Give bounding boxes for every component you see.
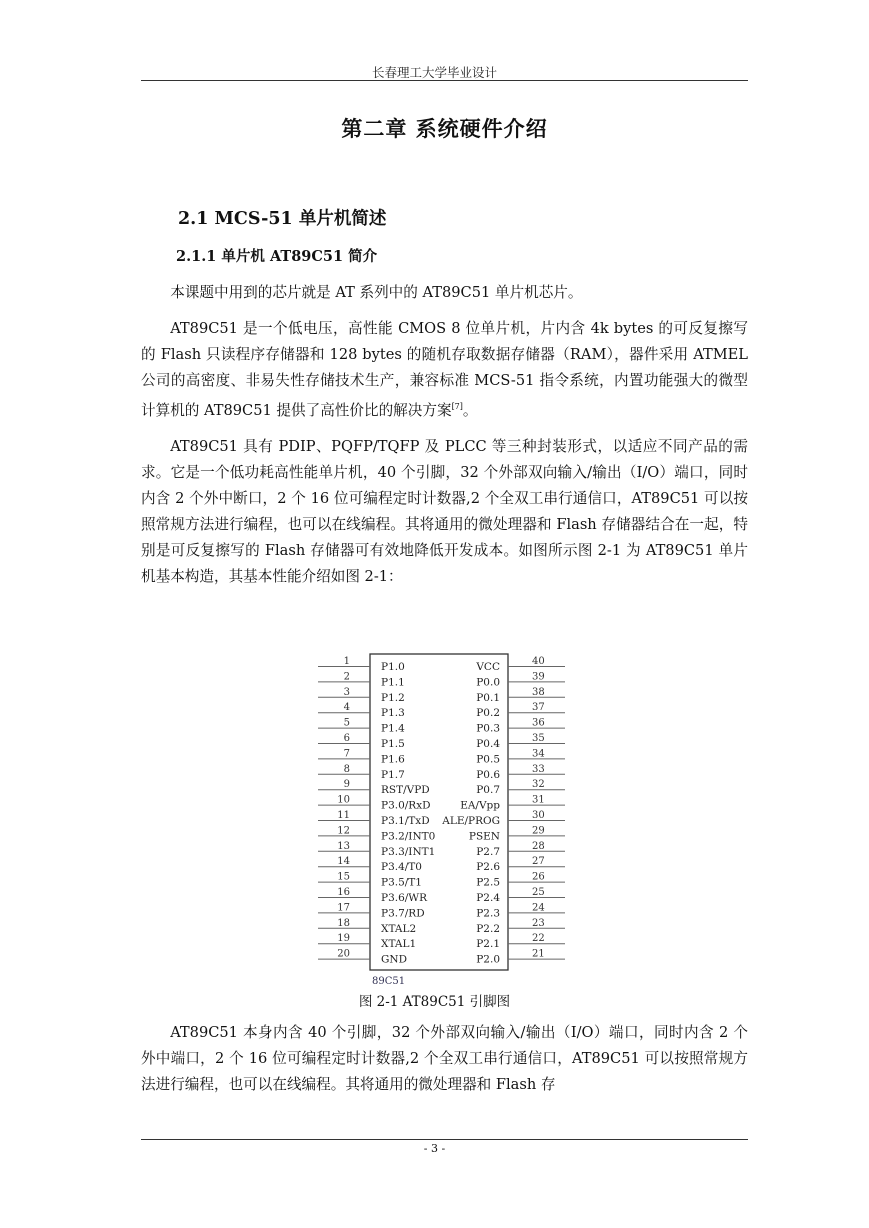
pin-name: P0.2 xyxy=(476,707,500,720)
pin-name: RST/VPD xyxy=(381,784,430,797)
pin-number: 8 xyxy=(343,763,350,775)
paragraph-3-text: AT89C51 具有 PDIP、PQFP/TQFP 及 PLCC 等三种封装形式，以适应不同产品的需求。它是一个低功耗高性能单片机，40 个引脚，32 个外部双向输入/输出（I/O）端口，同时内含 2 个外中断口，2 个 16 位可编程定时计数器,2 个全双工串行通信口，AT89C51 可以按照常规方法进行编程，也可以在线编程。其将通用的微处理器和 Flash 存储器结合在一起，特别是可反复擦写的 Flash 存储器可有效地降低开发成本。如图所示图 2-1 为 AT89C51 单片机基本构造，其基本性能介绍如图 2-1： xyxy=(141,438,748,585)
paragraph-3 xyxy=(141,434,748,590)
chapter-title: 第二章 系统硬件介绍 xyxy=(341,117,548,141)
pin-name: P3.1/TxD xyxy=(381,815,430,827)
paragraph-4-text: AT89C51 本身内含 40 个引脚，32 个外部双向输入/输出（I/O）端口，同时内含 2 个外中端口，2 个 16 位可编程定时计数器,2 个全双工串行通信口，AT89C51 可以按照常规方法进行编程，也可以在线编程。其将通用的微处理器和 Flash 存 xyxy=(141,1024,748,1093)
pin-name: XTAL2 xyxy=(381,922,417,935)
pin-name: P0.7 xyxy=(476,784,500,797)
pin-number: 1 xyxy=(343,656,350,667)
pin-number: 31 xyxy=(532,794,545,806)
pin-number: 22 xyxy=(532,933,545,945)
pin-number: 10 xyxy=(337,794,350,806)
pin-name: P2.4 xyxy=(476,892,500,904)
pin-number: 5 xyxy=(343,717,350,729)
pin-number: 20 xyxy=(337,948,350,960)
pin-number: 25 xyxy=(532,887,545,898)
pin-number: 16 xyxy=(337,887,350,898)
pin-number: 15 xyxy=(337,871,350,883)
pin-number: 19 xyxy=(337,933,350,945)
pin-number: 12 xyxy=(337,825,350,837)
pin-number: 27 xyxy=(532,856,545,868)
pin-number: 39 xyxy=(532,671,545,683)
pin-number: 24 xyxy=(532,902,545,914)
pin-diagram xyxy=(310,648,580,990)
pin-number: 6 xyxy=(343,733,350,744)
pin-name: P0.4 xyxy=(476,738,500,750)
pin-number: 30 xyxy=(532,810,545,821)
pin-name: P2.3 xyxy=(476,907,500,920)
header-rule xyxy=(141,80,748,81)
chip-label: 89C51 xyxy=(372,976,406,987)
pin-name: P3.0/RxD xyxy=(381,799,431,812)
pin-name: EA/Vpp xyxy=(460,799,500,812)
pin-name: P2.5 xyxy=(476,876,500,889)
paragraph-4 xyxy=(141,1020,748,1098)
pin-name: P3.5/T1 xyxy=(381,876,422,889)
pin-name: P0.0 xyxy=(476,676,500,689)
pin-number: 18 xyxy=(337,917,350,929)
pin-name: P2.0 xyxy=(476,953,500,966)
figure-caption: 图 2-1 AT89C51 引脚图 xyxy=(358,994,511,1010)
paragraph-1 xyxy=(141,280,748,306)
footer-rule xyxy=(141,1139,748,1140)
pin-number: 34 xyxy=(532,748,545,760)
pin-name: P2.6 xyxy=(476,861,500,874)
pin-name: P1.7 xyxy=(381,768,405,781)
section-heading: 2.1 MCS-51 单片机简述 xyxy=(178,209,387,229)
pin-name: PSEN xyxy=(468,830,500,843)
pin-name: P1.3 xyxy=(381,707,405,720)
paragraph-2-end: 。 xyxy=(462,401,478,419)
subsection-heading: 2.1.1 单片机 AT89C51 简介 xyxy=(176,248,378,265)
pin-number: 21 xyxy=(532,948,545,960)
pin-number: 2 xyxy=(343,671,350,683)
pin-number: 23 xyxy=(532,917,545,929)
pin-name: P2.1 xyxy=(476,938,500,951)
pin-name: P0.1 xyxy=(476,691,500,704)
pin-number: 17 xyxy=(337,902,350,914)
paragraph-2-body: AT89C51 是一个低电压，高性能 CMOS 8 位单片机，片内含 4k bytes 的可反复擦写的 Flash 只读程序存储器和 128 bytes 的随机存取数据存储器（RAM），器件采用 ATMEL 公司的高密度、非易失性存储技术生产，兼容标准 MCS-51 指令系统，内置功能强大的微型计算机的 AT89C51 提供了高性价比的解决方案 xyxy=(141,320,748,419)
pin-name: P1.4 xyxy=(381,722,405,735)
pin-number: 28 xyxy=(532,840,545,852)
pin-name: P2.7 xyxy=(476,845,500,858)
pin-number: 40 xyxy=(532,656,545,667)
paragraph-2 xyxy=(141,316,748,424)
pin-number: 9 xyxy=(343,779,350,791)
pin-name: P1.2 xyxy=(381,691,405,704)
paragraph-2-text xyxy=(141,316,748,424)
page-number: - 3 - xyxy=(423,1142,446,1155)
pin-number: 35 xyxy=(532,733,545,744)
pin-name: XTAL1 xyxy=(381,938,417,951)
pin-name: P3.4/T0 xyxy=(381,861,422,874)
pin-name: GND xyxy=(381,953,407,966)
pin-number: 7 xyxy=(343,748,350,760)
pin-number: 32 xyxy=(532,779,545,791)
pin-name: P0.5 xyxy=(476,753,500,766)
pin-name: P3.2/INT0 xyxy=(381,830,436,843)
pin-name: P1.0 xyxy=(381,661,405,673)
pin-name: P0.6 xyxy=(476,768,500,781)
pin-number: 11 xyxy=(337,810,350,821)
pin-name: P2.2 xyxy=(476,922,500,935)
pin-name: ALE/PROG xyxy=(442,815,500,827)
pin-number: 38 xyxy=(532,686,545,698)
pin-number: 4 xyxy=(343,702,350,714)
pin-name: P1.6 xyxy=(381,753,405,766)
pin-number: 37 xyxy=(532,702,545,714)
pin-number: 26 xyxy=(532,871,545,883)
pin-number: 3 xyxy=(343,686,350,698)
pin-name: P3.7/RD xyxy=(381,907,425,920)
pin-number: 33 xyxy=(532,763,545,775)
citation-ref: [7] xyxy=(451,402,463,411)
pin-name: P1.1 xyxy=(381,676,405,689)
paragraph-1-text: 本课题中用到的芯片就是 AT 系列中的 AT89C51 单片机芯片。 xyxy=(170,284,583,301)
pin-name: P1.5 xyxy=(381,738,405,750)
pin-name: VCC xyxy=(476,661,500,673)
pin-name: P3.3/INT1 xyxy=(381,845,436,858)
pin-name: P0.3 xyxy=(476,722,500,735)
pin-name: P3.6/WR xyxy=(381,892,427,904)
pin-number: 29 xyxy=(532,825,545,837)
pin-number: 13 xyxy=(337,840,350,852)
pin-number: 36 xyxy=(532,717,545,729)
page-header: 长春理工大学毕业设计 xyxy=(371,65,497,80)
pin-number: 14 xyxy=(337,856,350,868)
